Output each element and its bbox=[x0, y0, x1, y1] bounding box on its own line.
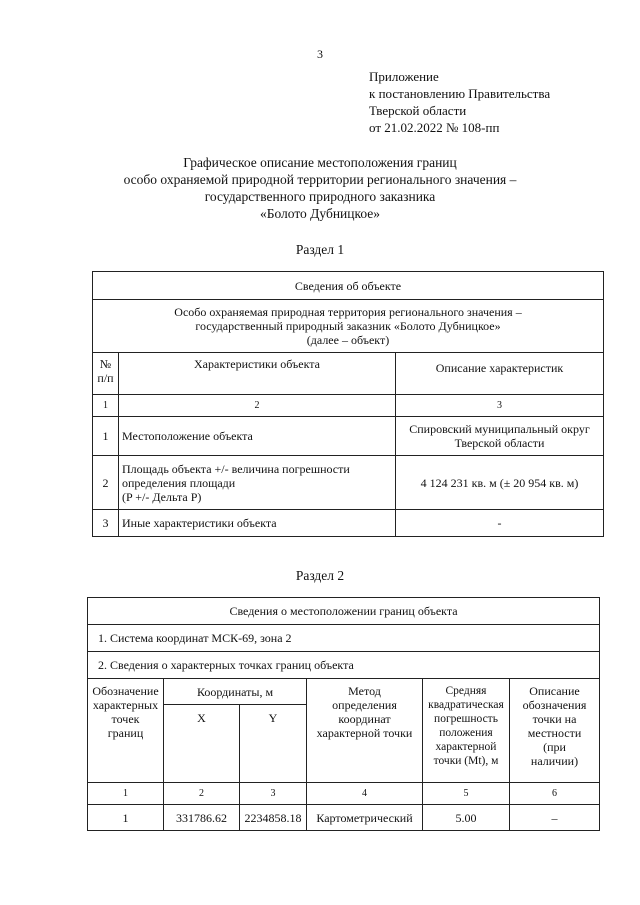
index-cell: 4 bbox=[307, 783, 423, 805]
row-characteristic-line: (P +/- Дельта P) bbox=[122, 489, 202, 504]
row-description-line: Тверской области bbox=[454, 436, 545, 450]
table-title: Сведения об объекте bbox=[93, 272, 604, 300]
boundary-points-table bbox=[87, 597, 600, 831]
row-description: - bbox=[396, 510, 604, 537]
appendix-line: Приложение bbox=[369, 69, 439, 84]
point-error: 5.00 bbox=[423, 805, 510, 831]
title-line: государственного природного заказника bbox=[204, 189, 436, 204]
header-line: точки на bbox=[532, 712, 577, 726]
header-line: положения bbox=[439, 727, 493, 739]
header-line: характерных bbox=[92, 698, 159, 712]
row-number: 1 bbox=[93, 417, 119, 456]
row-number: 2 bbox=[93, 456, 119, 510]
header-line: Средняя bbox=[445, 685, 487, 697]
row-characteristic: Местоположение объекта bbox=[119, 417, 396, 456]
row-characteristic-line: Площадь объекта +/- величина погрешности bbox=[122, 461, 350, 476]
title-line: «Болото Дубницкое» bbox=[259, 206, 381, 221]
header-line: Метод bbox=[348, 684, 381, 698]
col-header-x: X bbox=[164, 705, 240, 783]
table-row bbox=[88, 805, 600, 831]
header-line: наличии) bbox=[530, 754, 579, 768]
col-header-method bbox=[307, 679, 423, 783]
table-row bbox=[93, 456, 604, 510]
header-line: обозначения bbox=[522, 698, 587, 712]
header-line: определения bbox=[332, 698, 397, 712]
point-x: 331786.62 bbox=[164, 805, 240, 831]
index-cell: 2 bbox=[164, 783, 240, 805]
appendix-line: Тверской области bbox=[369, 103, 467, 118]
object-line: государственный природный заказник «Болото Дубницкое» bbox=[195, 319, 501, 333]
point-marking: – bbox=[510, 805, 600, 831]
table-title: Сведения о местоположении границ объекта bbox=[88, 598, 600, 625]
index-cell: 6 bbox=[510, 783, 600, 805]
index-cell: 3 bbox=[240, 783, 307, 805]
section1-heading: Раздел 1 bbox=[295, 242, 345, 257]
points-title: 2. Сведения о характерных точках границ объекта bbox=[88, 652, 600, 679]
col-header-num-line: № bbox=[99, 357, 112, 371]
appendix-line: к постановлению Правительства bbox=[369, 86, 551, 101]
index-cell: 3 bbox=[396, 395, 604, 417]
col-header-coordinates: Координаты, м bbox=[164, 679, 307, 705]
index-cell: 1 bbox=[93, 395, 119, 417]
header-line: характерной точки bbox=[316, 726, 413, 740]
index-cell: 2 bbox=[119, 395, 396, 417]
row-characteristic-line: определения площади bbox=[122, 475, 236, 490]
header-line: границ bbox=[107, 726, 144, 740]
col-header-description: Описание характеристик bbox=[396, 353, 604, 395]
object-line: (далее – объект) bbox=[306, 333, 390, 347]
section2-heading: Раздел 2 bbox=[295, 568, 345, 583]
col-header-num bbox=[93, 353, 119, 395]
document-title bbox=[0, 154, 640, 222]
appendix-line: от 21.02.2022 № 108-пп bbox=[369, 120, 500, 135]
row-description-line: Спировский муниципальный округ bbox=[409, 422, 590, 436]
header-line: (при bbox=[543, 740, 566, 754]
header-line: Описание bbox=[529, 684, 580, 698]
appendix-block bbox=[369, 68, 550, 136]
point-y: 2234858.18 bbox=[240, 805, 307, 831]
row-characteristic: Иные характеристики объекта bbox=[119, 510, 396, 537]
index-cell: 5 bbox=[423, 783, 510, 805]
col-header-characteristics: Характеристики объекта bbox=[119, 353, 396, 395]
page-number: 3 bbox=[317, 47, 323, 61]
point-designation: 1 bbox=[88, 805, 164, 831]
header-line: точки (Мt), м bbox=[433, 755, 499, 767]
row-description: 4 124 231 кв. м (± 20 954 кв. м) bbox=[396, 456, 604, 510]
point-method: Картометрический bbox=[307, 805, 423, 831]
table-row bbox=[93, 417, 604, 456]
header-line: Обозначение bbox=[92, 684, 159, 698]
row-characteristic bbox=[119, 456, 396, 510]
header-line: точек bbox=[111, 712, 140, 726]
header-line: погрешность bbox=[434, 713, 498, 725]
header-line: квадратическая bbox=[428, 699, 504, 711]
col-header-num-line: п/п bbox=[97, 371, 114, 385]
row-number: 3 bbox=[93, 510, 119, 537]
object-info-table bbox=[92, 271, 604, 537]
header-line: характерной bbox=[435, 741, 497, 753]
title-line: особо охраняемой природной территории регионального значения – bbox=[123, 172, 517, 187]
col-header-designation bbox=[88, 679, 164, 783]
col-header-y: Y bbox=[240, 705, 307, 783]
col-header-error bbox=[423, 679, 510, 783]
title-line: Графическое описание местоположения границ bbox=[183, 155, 457, 170]
col-header-marking bbox=[510, 679, 600, 783]
index-cell: 1 bbox=[88, 783, 164, 805]
coordinate-system: 1. Система координат МСК-69, зона 2 bbox=[88, 625, 600, 652]
object-description bbox=[93, 300, 604, 353]
table-row bbox=[93, 510, 604, 537]
header-line: местности bbox=[527, 726, 582, 740]
row-description bbox=[396, 417, 604, 456]
object-line: Особо охраняемая природная территория регионального значения – bbox=[174, 305, 522, 319]
header-line: координат bbox=[338, 712, 391, 726]
